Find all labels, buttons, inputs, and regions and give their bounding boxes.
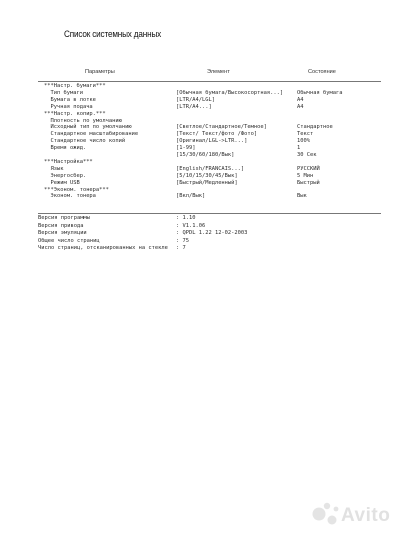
settings-row-state: Обычная бумага: [297, 89, 343, 96]
settings-row-param: Стандартное масштабирование: [44, 131, 139, 138]
settings-row-element: [English/FRANCAIS...]: [176, 165, 245, 172]
settings-row-param: Стандартное число копий: [44, 138, 126, 145]
settings-row-param: Тип бумаги: [44, 89, 83, 96]
info-row-value: : 1.10: [176, 215, 196, 221]
settings-row-param: Исходный тип по умолчанию: [44, 124, 132, 131]
settings-row-element: [LTR/A4...]: [176, 103, 212, 110]
settings-row-state: РУССКИЙ: [297, 165, 320, 172]
settings-row-element: [Оригинал/LGL->LTR...]: [176, 138, 248, 145]
info-row-value: : 7: [176, 245, 186, 252]
info-row-label: Версия программы: [38, 215, 90, 221]
column-header-parameters: Параметры: [85, 69, 115, 75]
settings-row-element: [Быстрый/Медленный]: [176, 179, 238, 186]
header-divider: [38, 81, 381, 82]
section-divider: [38, 213, 381, 214]
column-header-state: Состояние: [308, 69, 336, 75]
settings-row-param: Время ожид.: [44, 145, 87, 152]
settings-row-state: 100%: [297, 138, 310, 145]
settings-row-param: Язык: [44, 165, 64, 172]
settings-row-param: Ручная подача: [44, 103, 93, 110]
settings-row-state: Вык: [297, 193, 307, 200]
settings-row-param: ***Эконом. тонера***: [44, 186, 109, 193]
settings-row-state: Быстрый: [297, 179, 320, 186]
settings-row-state: 5 Мин: [297, 172, 314, 179]
info-row-label: Общее число страниц: [38, 237, 100, 244]
info-row-label: Число страниц, отсканированных на стекле: [38, 245, 168, 252]
settings-row-element: [Светлое/Стандартное/Темное]: [176, 124, 267, 131]
info-row-label: Версия эмуляции: [38, 230, 87, 237]
settings-row-element: [5/10/15/30/45/Вык]: [176, 172, 238, 179]
settings-row-element: [1-99]: [176, 145, 196, 152]
settings-row-element: [LTR/A4/LGL]: [176, 96, 215, 103]
document-title: Список системных данных: [64, 29, 162, 40]
settings-row-param: Плотность по умолчанию: [44, 117, 122, 124]
settings-row-state: A4: [297, 96, 304, 103]
avito-watermark-text: Avito: [341, 505, 391, 526]
column-header-element: Элемент: [207, 69, 230, 75]
settings-row-element: [Обычная бумага/Высокосортная...]: [176, 89, 284, 96]
settings-row-param: Бумага в лотке: [44, 96, 96, 103]
info-row-value: : V1.1.06: [176, 222, 206, 229]
settings-row-param: ***Настр. бумаги***: [44, 83, 106, 89]
settings-row-element: [Вкл/Вык]: [176, 193, 206, 200]
settings-row-state: Стандартное: [297, 124, 333, 131]
settings-row-state: A4: [297, 103, 304, 110]
settings-row-param: ***Настройка***: [44, 158, 93, 165]
settings-row-param: Эконом. тонера: [44, 193, 96, 200]
settings-row-element: [Текст/ Текст/фото /Фото]: [176, 131, 258, 138]
info-row-value: : 75: [176, 237, 189, 244]
settings-row-param: ***Настр. копир.***: [44, 110, 106, 117]
settings-row-element: [15/30/60/180/Вык]: [176, 152, 235, 158]
settings-row-param: Режим USB: [44, 179, 80, 186]
settings-row-state: 30 Сек: [297, 152, 317, 158]
settings-row-state: Текст: [297, 131, 314, 138]
settings-row-param: Энергосбер.: [44, 172, 87, 179]
info-row-label: Версия привода: [38, 222, 84, 229]
info-row-value: : QPDL 1.22 12-02-2003: [176, 230, 248, 237]
settings-row-state: 1: [297, 145, 301, 152]
